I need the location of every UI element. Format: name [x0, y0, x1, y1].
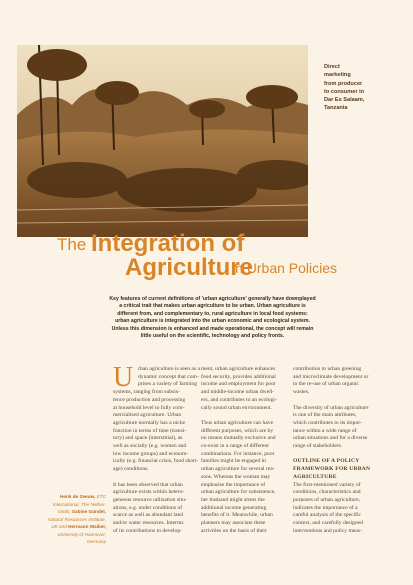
section-heading: AGRICULTURE	[293, 473, 337, 480]
author-line	[28, 493, 106, 501]
title-integration: Integration of	[91, 230, 245, 257]
body-line: conditions, characteristics and	[293, 489, 361, 496]
author-affiliation: Germany	[86, 539, 106, 544]
abstract-line: little useful on the scientific, technology and policy fronts.	[140, 333, 285, 340]
caption-line: marketing	[324, 72, 351, 79]
body-column-2	[201, 366, 288, 535]
author-credits	[28, 493, 106, 546]
body-line: systems, ranging from subsis-	[113, 389, 180, 396]
body-line: scarce as well as abundant land	[113, 512, 184, 519]
body-line: tence production and processing	[113, 396, 186, 403]
abstract-line: different from, and complementary to, rural agriculture in local food systems:	[117, 310, 308, 317]
body-line	[113, 474, 200, 482]
body-line: interventions and policy meas-	[293, 527, 362, 534]
body-line: prises a variety of farming	[138, 381, 198, 388]
section-heading: OUTLINE OF A POLICY	[293, 458, 360, 465]
body-line: to the re-use of urban organic	[293, 381, 359, 388]
body-line: is one of the main attributes,	[293, 412, 357, 419]
body-line: different purposes, which are by	[201, 427, 274, 434]
author-line	[28, 508, 106, 516]
author-affiliation: University of Hannover,	[57, 531, 106, 537]
caption-line: Direct	[324, 64, 340, 70]
body-line: sons. Whereas the woman may	[201, 473, 271, 480]
body-line: dynamic concept that com-	[138, 373, 199, 380]
abstract-line: a critical trait that makes urban agriculture to be urban. Urban agriculture is	[119, 303, 306, 310]
body-line: agriculture normally has a niche	[113, 419, 186, 426]
author-line	[28, 538, 106, 546]
body-line: age) conditions.	[113, 466, 149, 473]
body-line: wastes.	[293, 389, 310, 396]
body-line: indicates the importance of a	[293, 504, 358, 511]
body-line: families might be engaged in	[201, 458, 266, 465]
body-line: of its contributions to develop-	[113, 527, 182, 534]
abstract-line: Key features of current definitions of 'urban agriculture' generally have downplayed	[109, 296, 316, 302]
section-heading: FRAMEWORK FOR URBAN	[293, 466, 371, 473]
body-line: which contributes to its impor-	[293, 419, 362, 426]
author-affiliation: ETC	[95, 494, 106, 499]
body-line: tory) and space (interstitial), as	[113, 435, 183, 442]
abstract	[40, 296, 385, 340]
caption-line: Dar Es Salaam,	[324, 97, 365, 104]
body-line: co-exist in a range of different	[201, 443, 269, 450]
body-line: additional income generating	[201, 504, 267, 511]
body-line: planners may associate these	[201, 520, 266, 527]
body-line: urban agriculture for subsistence,	[201, 489, 276, 496]
article-title	[0, 230, 413, 280]
body-line: function in terms of time (transi-	[113, 427, 187, 434]
body-line	[293, 397, 380, 405]
body-line: context, and carefully designed	[293, 520, 363, 527]
body-line: ically (e.g. financial crisis, food short-	[113, 458, 199, 465]
drop-cap: U	[113, 362, 134, 393]
body-line: no means mutually exclusive and	[201, 435, 276, 442]
author-affiliation: lands;	[58, 509, 72, 514]
caption-line: Tanzania	[324, 105, 348, 112]
author-line	[28, 516, 106, 524]
caption-line: to consumer in	[324, 88, 365, 95]
author-affiliation: International, The Nether-	[52, 501, 106, 507]
body-line: and microclimate development or	[293, 373, 369, 380]
author-line	[28, 531, 106, 539]
body-line: The diversity of urban agriculture	[293, 404, 369, 411]
title-agriculture: Agriculture	[125, 254, 254, 281]
body-line: The first-mentioned variety of	[293, 481, 361, 488]
body-line: cally sound urban environment.	[201, 404, 272, 411]
title-urban-policies: in Urban Policies	[232, 260, 338, 276]
body-line	[293, 451, 380, 459]
body-column-3	[293, 366, 380, 535]
author-line	[28, 501, 106, 509]
body-line: mercialised agriculture. Urban	[113, 412, 182, 419]
body-line: rban agriculture is seen as a	[138, 366, 200, 372]
abstract-line: Unless this dimension is enhanced and made operational, the concept will remain	[111, 325, 314, 332]
body-line: Thus urban agriculture can have	[201, 419, 274, 426]
title-the: The	[57, 235, 87, 254]
body-line: urban situations and for a diverse	[293, 435, 368, 442]
body-line: combinations. For instance, poor	[201, 450, 275, 457]
body-line: tance within a wide range of	[293, 427, 357, 434]
body-line: income and employment for poor	[201, 381, 276, 388]
photo-caption	[324, 63, 404, 113]
body-line: food security, provides additional	[201, 373, 276, 380]
body-line: careful analysis of the specific	[293, 512, 362, 519]
author-line	[28, 523, 106, 531]
body-line: It has been observed that urban	[113, 481, 183, 488]
author-name: Sabine Gündel,	[71, 509, 106, 514]
photo-urban-farm	[17, 45, 308, 237]
author-name: Hermann Waibel,	[68, 524, 106, 529]
body-line: ers, and contributes to an ecologi-	[201, 396, 277, 403]
body-line	[201, 412, 288, 420]
body-line: range of stakeholders.	[293, 443, 343, 450]
body-line: purposes of urban agriculture,	[293, 496, 361, 503]
body-line: agriculture exists within hetero-	[113, 489, 185, 496]
body-line: ations, e.g. under conditions of	[113, 504, 183, 511]
body-column-1	[113, 362, 200, 535]
body-line: emphasise the importance of	[201, 481, 266, 488]
body-line: at household level to fully com-	[113, 404, 185, 411]
author-name: Henk de Zeeuw,	[60, 494, 96, 499]
body-line: urban agriculture for several rea-	[201, 466, 275, 473]
body-line: and/or water resources. Interms	[113, 520, 184, 527]
caption-line: from producer	[324, 80, 363, 87]
body-line: well as socially (e.g. women and	[113, 443, 187, 450]
body-line: contribution to urban greening	[293, 366, 362, 372]
body-line: ment, urban agriculture enhances	[201, 366, 276, 372]
body-line: and middle-income urban dwell-	[201, 389, 275, 396]
body-line: geneous resource utilisation situ-	[113, 496, 187, 503]
body-line: benefits of it. Meanwhile, urban	[201, 512, 273, 519]
photo-image	[17, 45, 308, 237]
body-line: her husband might stress the	[201, 496, 265, 503]
author-affiliation: Natural Resources Institute,	[48, 516, 106, 522]
author-affiliation: UK and	[51, 524, 69, 529]
body-line: low income groups) and econom-	[113, 450, 189, 457]
body-line: activities on the basis of their	[201, 527, 267, 534]
abstract-line: urban agriculture is integrated into the urban economic and ecological system.	[115, 318, 310, 325]
